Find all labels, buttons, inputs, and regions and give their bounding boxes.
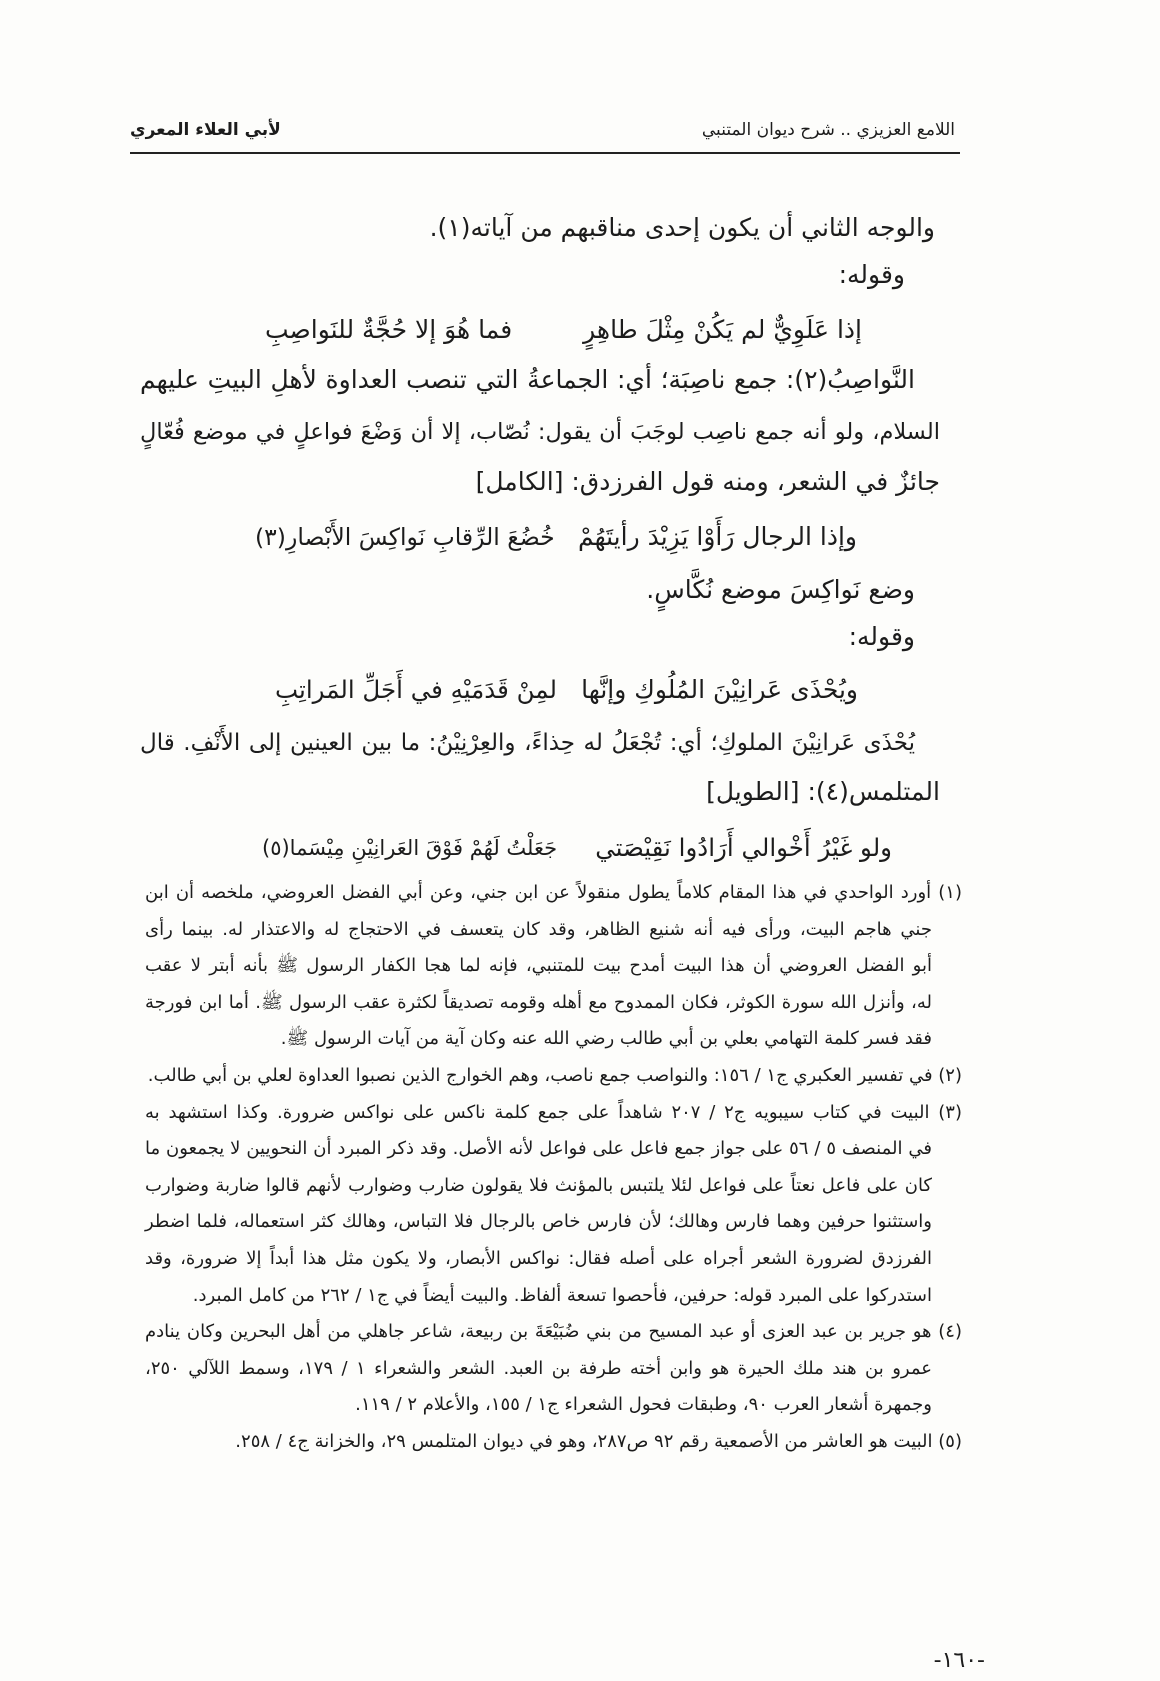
header-rule [130, 152, 960, 154]
footnote-2-line: (٢) في تفسير العكبري ج١ / ١٥٦: والنواصب جمع ناصب، وهم الخوارج الذين نصبوا العداوة لعلي بن أبي طالب. [147, 1065, 962, 1086]
footnote-4-line: عمرو بن هند ملك الحيرة هو وابن أخته طرفة بن العبد. الشعر والشعراء ١ / ١٧٩، وسمط اللآلي ٢٥٠، [145, 1358, 932, 1379]
verse-2-first-hemistich: وإذا الرجال رَأَوْا يَزِيْدَ رأيتَهُمْ [577, 522, 857, 551]
footnote-1-line: له، وأنزل الله سورة الكوثر، فكان الممدوح مع أهله وقومه تصديقاً لكثرة عقب الرسول ﷺ. أما ابن فورجة [145, 992, 932, 1013]
footnote-4-line: وجمهرة أشعار العرب ٩٠، وطبقات فحول الشعراء ج١ / ١٥٥، والأعلام ٢ / ١١٩. [355, 1394, 932, 1415]
footnote-1-line: أبو الفضل العروضي أن هذا البيت أمدح بيت للمتنبي، فإنه لما هجا الكفار الرسول ﷺ بأنه أبتر لا عقب [145, 955, 932, 976]
main-line-2: وقوله: [838, 260, 905, 289]
main-line-5: جائزٌ في الشعر، ومنه قول الفرزدق: [الكامل] [475, 467, 940, 496]
verse-1-second-hemistich: فما هُوَ إلا حُجَّةٌ للنَواصِبِ [265, 315, 513, 344]
verse-2-second-hemistich: خُضُعَ الرِّقابِ نَواكِسَ الأَبْصارِ(٣) [255, 523, 555, 551]
main-line-6: وضع نَواكِسَ موضع نُكَّاسٍ. [646, 575, 915, 604]
footnote-3-line: واستثنوا حرفين وهما فارس وهالك؛ لأن فارس خاص بالرجال فلا التباس، وهالك كثر استعماله، فلما اضطر [145, 1211, 932, 1232]
footnote-3-line: كان على فاعل نعتاً على فواعل لئلا يلتبس بالمؤنث فلا يقولون ضارب وضوارب لأنهم قالوا ضاربة وضوارب [145, 1175, 932, 1196]
verse-3-second-hemistich: لمِنْ قَدَمَيْهِ في أَجَلِّ المَراتِبِ [275, 675, 557, 704]
running-header-author: لأبي العلاء المعري [130, 120, 281, 140]
footnote-3-line: في المنصف ٥ / ٥٦ على جواز جمع فاعل على فواعل لأنه الأصل. وقد ذكر المبرد أن النحويين لا يجمعون ما [145, 1138, 933, 1159]
main-line-3: النَّواصِبُ(٢): جمع ناصِبَة؛ أي: الجماعةُ التي تنصب العداوة لأهلِ البيتِ عليهم [140, 365, 915, 394]
footnote-5-line: (٥) البيت هو العاشر من الأصمعية رقم ٩٢ ص٢٨٧، وهو في ديوان المتلمس ٢٩، والخزانة ج٤ / ٢٥٨. [235, 1431, 962, 1452]
footnote-4-line: (٤) هو جرير بن عبد العزى أو عبد المسيح من بني ضُبَيْعَةَ بن ربيعة، شاعر جاهلي من أهل البحرين وكان ينادم [145, 1321, 962, 1342]
verse-3-first-hemistich: ويُحْذَى عَرانِيْنَ المُلُوكِ وإنَّها [581, 675, 858, 704]
footnote-3-line: استدركوا على المبرد قوله: حرفين، فأحصوا تسعة ألفاظ. والبيت أيضاً في ج١ / ٢٦٢ من كامل المبرد. [192, 1285, 932, 1306]
verse-1-first-hemistich: إذا عَلَوِيٌّ لم يَكُنْ مِثْلَ طاهِرٍ [583, 315, 862, 344]
footnote-1-line: فقد فسر كلمة التهامي بعلي بن أبي طالب رضي الله عنه وكان آية من آيات الرسول ﷺ. [280, 1028, 932, 1049]
page-number: -١٦٠- [933, 1648, 985, 1673]
footnote-3-line: الفرزدق لضرورة الشعر أجراه على أصله فقال: نواكس الأبصار، ولا يكون مثل هذا أبداً إلا ضرورة، وقد [145, 1248, 932, 1269]
verse-4-second-hemistich: جَعَلْتُ لَهُمْ فَوْقَ العَرانِيْنِ مِيْسَما(٥) [262, 836, 558, 860]
footnote-3-line: (٣) البيت في كتاب سيبويه ج٢ / ٢٠٧ شاهداً على جمع كلمة ناكس على نواكس ضرورة. وكذا استشهد به [145, 1102, 962, 1123]
main-line-8: يُحْذَى عَرانِيْنَ الملوكِ؛ أي: تُجْعَلُ له حِذاءً، والعِرْنِيْنُ: ما بين العينين إلى الأَنْفِ. قال [140, 730, 915, 756]
main-line-4: السلام، ولو أنه جمع ناصِب لوجَبَ أن يقول: نُصّاب، إلا أن وَضْعَ فواعلٍ في موضع فُعّالٍ [140, 419, 940, 445]
main-line-9: المتلمس(٤): [الطويل] [706, 777, 940, 806]
main-line-1: والوجه الثاني أن يكون إحدى مناقبهم من آياته(١). [429, 213, 935, 242]
main-line-7: وقوله: [848, 622, 915, 651]
running-header-book-title: اللامع العزيزي .. شرح ديوان المتنبي [701, 120, 955, 140]
verse-4-first-hemistich: ولو غَيْرُ أَخْوالي أَرَادُوا نَقِيْصَتي [595, 833, 892, 862]
footnote-1-line: (١) أورد الواحدي في هذا المقام كلاماً يطول منقولاً عن ابن جني، وعن أبي الفضل العروضي، ملخصه أن ابن [145, 882, 962, 903]
footnote-1-line: جني هاجم البيت، ورأى فيه أنه شنيع الظاهر، وقد كان يتعسف في الاحتجاج له والاعتذار له. بينما رأى [145, 919, 932, 940]
